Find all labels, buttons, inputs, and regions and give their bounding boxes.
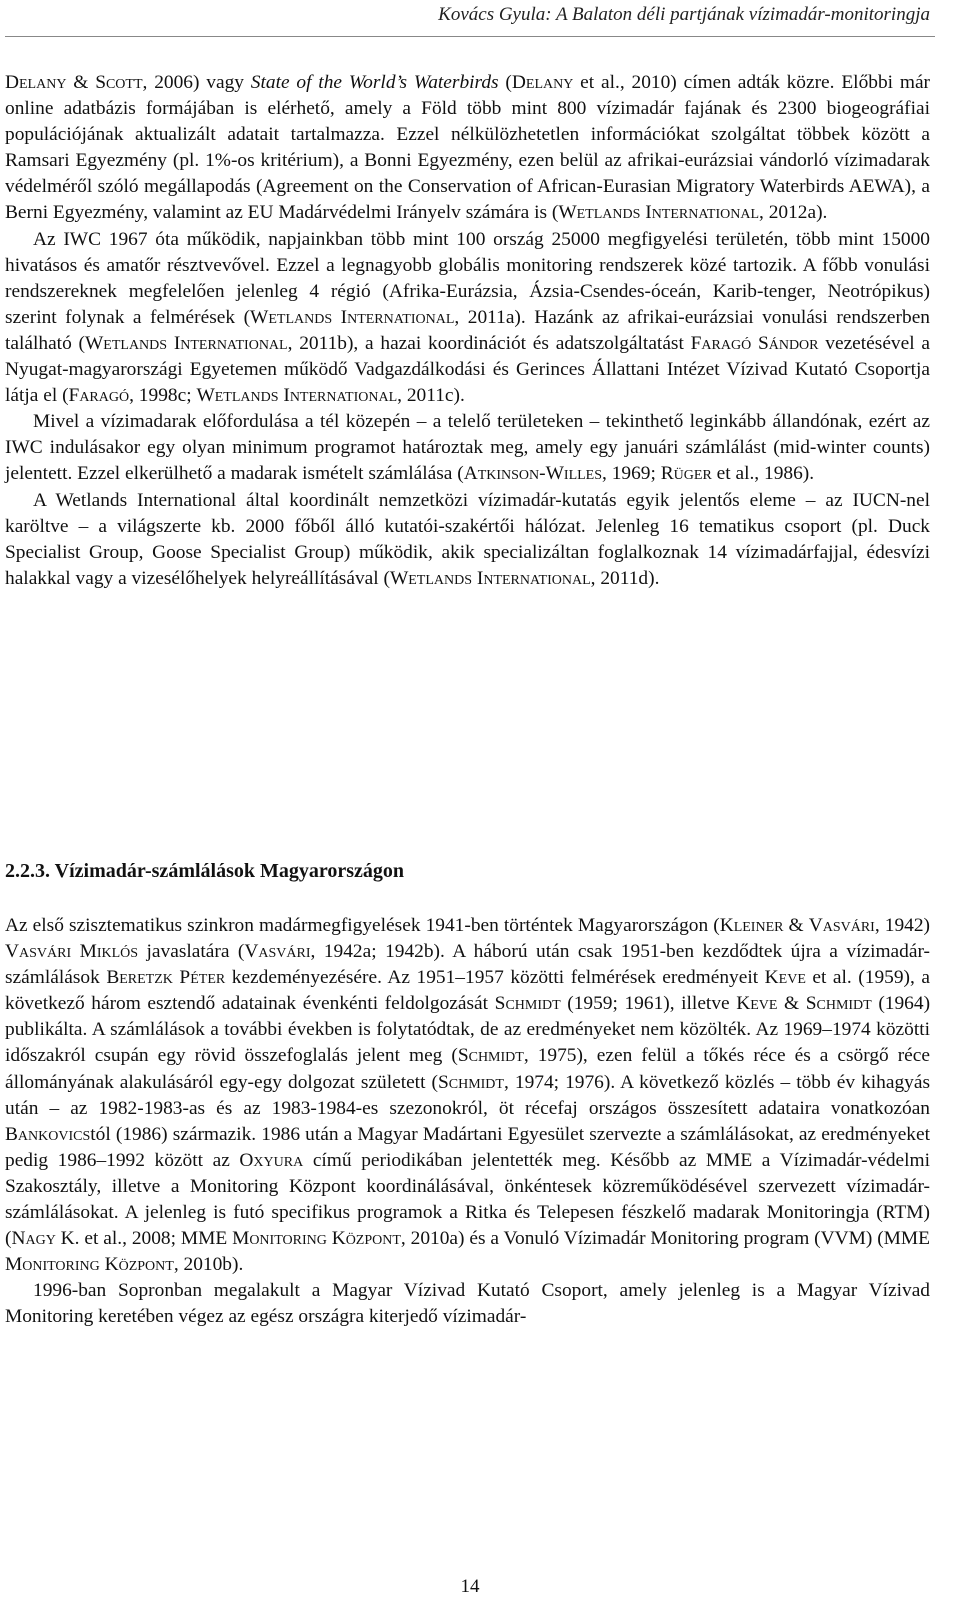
text-run: , 2011d). [590,567,660,589]
citation-name: Schmidt [494,993,561,1015]
italic-title: State of the World’s Waterbirds [250,72,499,93]
citation-name: Kleiner [719,915,784,936]
paragraph [5,227,930,410]
text-run: , 1969; [602,463,661,485]
text-run: (1959; 1961), illetve [560,993,737,1015]
citation-name: Wetlands International [196,385,398,407]
section-title: Vízimadár-számlálások Magyarországon [54,860,405,882]
text-run: (1964) publikálta. A számlálások a további években is folytatódtak, de az eredményeket nem közölték. Az 1969–1974 közötti időszakról csupán egy rövid összefoglalás jelent meg ( [5,993,931,1067]
text-run: Az első szisztematikus szinkron madármegfigyelések 1941-ben történtek Magyarországon ( [5,915,720,936]
text-run: , 1942) [874,915,931,936]
text-run: A Wetlands International által koordinált nemzetközi vízimadár-kutatás egyik jelentős eleme – az IUCN-nel karöltve – a világszerte kb. 2000 főből álló kutatói-szakértői hálózat. Jelenleg 16 tematikus csoport (pl. Duck Specialist Group, Goose Specialist Group) működik, akik specializáltan foglalkoznak 14 vízimadárfajjal, édesvízi halakkal vagy a vizesélőhelyek helyreállításával ( [5,489,930,589]
text-run: ( [498,72,512,93]
text-run: Az IWC 1967 óta működik, napjainkban több mint 100 ország 25000 megfigyelési területén, több mint 15000 hivatásos és amatőr résztvevővel. Ezzel a legnagyobb globális monitoring rendszerek közé tartozik. A főbb vonulási rendszereknek megfelelően jelenleg 4 régió (Afrika-Eurázsia, Ázsia-Csendes-óceán, Karib-tenger, Neotrópikus) szerint folynak a felmérések ( [5,228,930,328]
text-run: tól (1986) származik. 1986 után a Magyar Madártani Egyesület szervezte a számlálásokat, az eredményeket pedig 1986–1992 között az [5,1123,930,1171]
citation-name: Schmidt [457,1045,524,1067]
text-run: Mivel a vízimadarak előfordulása a tél közepén – a telelő területeken – tekinthető leginkább állandónak, ezért az IWC indulásakor egy olyan minimum programot határoztak meg, amely egy januári számlálást (mid-winter counts) jelentett. Ezzel elkerülhető a madarak ismételt számlálása ( [5,411,930,485]
citation-name: MME Monitoring Központ [180,1228,401,1250]
citation-name: Wetlands International [558,202,760,224]
text-run: et al. (1959), a következő három esztendő adatainak évenkénti feldolgozását [5,967,930,1015]
text-run: , 1974; 1976). A következő közlés – több év kihagyás után – az 1982-1983-as és az 1983-1984-es szezonokról, öt récefaj országos összesített adataira vonatkozóan [5,1071,930,1119]
text-run: , 1975), ezen felül a tőkés réce és a csörgő réce állományának alakulásáról egy-egy dolgozat született ( [5,1045,930,1093]
text-run: vezetésével a Nyugat-magyarországi Egyetemen működő Vadgazdálkodási és Gerinces Állattani Intézet Vízivad Kutató Csoportja látja el ( [5,332,930,407]
text-run: , 2010b). [173,1254,244,1276]
body-text-top [5,70,930,592]
paragraph [5,913,930,1278]
paragraph [5,70,930,227]
body-text-bottom [5,913,930,1331]
citation-name: Faragó [68,385,130,407]
citation-name: Wetlands International [389,567,591,589]
paragraph [5,409,930,487]
running-head: Kovács Gyula: A Balaton déli partjának vízimadár-monitoringja [438,4,930,25]
text-run: , 2010a) és a Vonuló Vízimadár Monitoring program (VVM) ( [400,1228,884,1250]
citation-name: Schmidt [805,993,872,1015]
citation-name: Atkinson-Willes [463,463,603,485]
text-run: javaslatára ( [138,941,245,963]
citation-name: Bankovics [5,1123,91,1145]
text-run: et al., 1986). [711,463,815,485]
citation-name: Schmidt [437,1071,504,1093]
paragraph [5,488,930,592]
text-run: 1996-ban Sopronban megalakult a Magyar Vízivad Kutató Csoport, amely jelenleg is a Magyar Vízivad Monitoring keretében végez az egész országra kiterjedő vízimadár- [5,1280,930,1328]
citation-name: Faragó Sándor [690,332,819,354]
text-run: et al., 2010) címen adták közre. Előbbi már online adatbázis formájában is elérhető, amely a Föld több mint 800 vízimadár fajának és 2300 biogeográfiai populációjának aktualizált adatait tartalmazza. Ezzel nélkülözhetetlen információkat szolgáltat többek között a Ramsari Egyezmény (pl. 1%-os kritérium), a Bonni Egyezmény, ezen belül az afrikai-eurázsiai vándorló vízimadarak védelméről szóló megállapodás (Agreement on the Conservation of African-Eurasian Migratory Waterbirds AEWA), a Berni Egyezmény, valamint az EU Madárvédelmi Irányelv számára is ( [5,72,931,224]
text-run: K. et al., 2008; [55,1228,181,1250]
text-run: kezdeményezésére. Az 1951–1957 közötti felmérések eredményeit [225,967,765,989]
text-run: , 2011c). [397,385,465,407]
citation-name: Vasvári [808,915,875,936]
citation-name: Oxyura [239,1149,304,1171]
citation-name: Nagy [11,1228,56,1250]
text-run: , 1942a; 1942b). A háború után csak 1951-ben kezdődtek újra a vízimadár-számlálások [5,941,930,989]
text-run: című periodikában jelentették meg. Később az MME a Vízimadár-védelmi Szakosztály, illetve a Monitoring Központ koordinálásával, önkéntesek közreműködésével szervezett vízimadár-számlálásokat. A jelenleg is futó specifikus programok a Ritka és Telepesen fészkelő madarak Monitoringja (RTM) ( [5,1149,930,1250]
text-run: & [66,72,96,93]
citation-name: Scott [95,72,143,93]
citation-name: Keve [736,993,778,1015]
text-run: & [783,915,809,936]
citation-name: Beretzk Péter [106,967,226,989]
citation-name: Vasvári Miklós [5,941,139,963]
paragraph [5,1278,930,1330]
citation-name: Delany [5,72,67,93]
text-run: , 2006) vagy [142,72,251,93]
text-run: , 2012a). [759,202,828,224]
section-heading [5,860,404,883]
text-run: , 1998c; [129,385,197,407]
text-run: , 2011b), a hazai koordinációt és adatszolgáltatást [287,332,691,354]
text-run: , 2011a). Hazánk az afrikai-eurázsiai vonulási rendszerben található ( [5,306,930,354]
page-number: 14 [460,1576,480,1597]
header-rule [5,36,935,37]
text-run: & [777,993,806,1015]
citation-name: Delany [511,72,574,93]
citation-name: Rüger [660,463,712,485]
citation-name: Wetlands International [84,332,288,354]
citation-name: MME Monitoring Központ [5,1228,930,1276]
citation-name: Keve [764,967,806,989]
citation-name: Wetlands International [250,306,455,328]
section-number: 2.2.3. [5,860,50,882]
citation-name: Vasvári [244,941,311,963]
